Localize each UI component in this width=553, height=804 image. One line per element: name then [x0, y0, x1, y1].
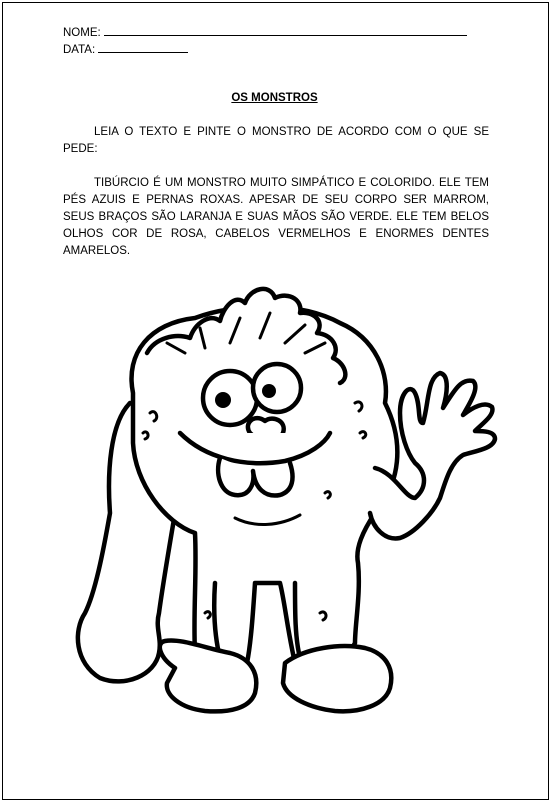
name-field-line[interactable]	[104, 24, 467, 36]
instruction-paragraph	[63, 124, 489, 158]
page-title: OS MONSTROS	[231, 92, 318, 104]
date-field-line[interactable]	[98, 41, 188, 53]
name-label: NOME:	[63, 27, 101, 39]
name-field-row	[63, 24, 467, 40]
monster-right-pupil	[262, 384, 276, 398]
monster-left-pupil	[215, 392, 231, 408]
monster-right-eye	[253, 364, 301, 412]
monster-right-foot	[283, 646, 391, 711]
story-paragraph	[63, 175, 489, 260]
instruction-text: LEIA O TEXTO E PINTE O MONSTRO DE ACORDO COM O QUE SE PEDE:	[63, 126, 489, 155]
monster-illustration	[55, 283, 515, 763]
story-text: TIBÚRCIO É UM MONSTRO MUITO SIMPÁTICO E COLORIDO. ELE TEM PÉS AZUIS E PERNAS ROXAS. APESAR DE SEU CORPO SER MARROM, SEUS BRAÇOS SÃO LARANJA E SUAS MÃOS SÃO VERDE. ELE TEM BELOS OLHOS COR DE ROSA, CABELOS VERMELHOS E ENORMES DENTES AMARELOS.	[63, 177, 489, 257]
date-label: DATA:	[63, 44, 96, 56]
date-field-row	[63, 41, 188, 57]
